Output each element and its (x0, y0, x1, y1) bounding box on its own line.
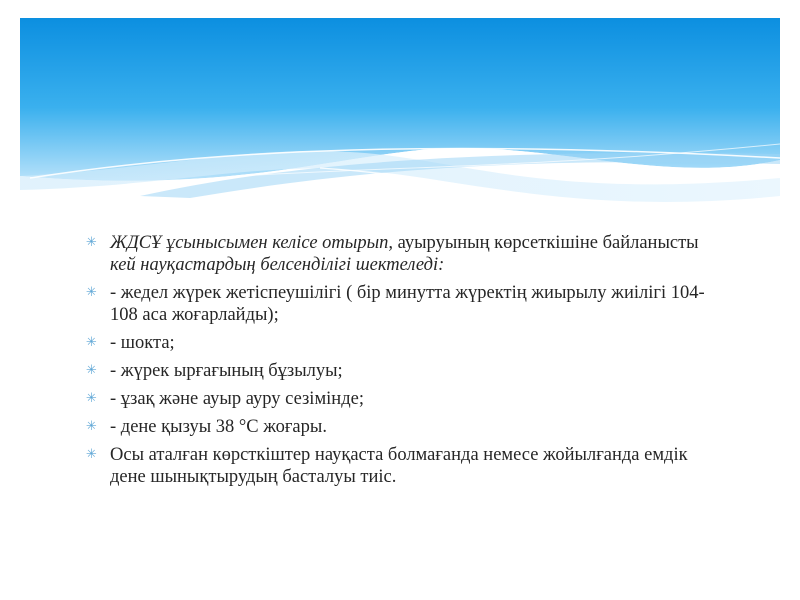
bullet-item (82, 416, 722, 438)
bullet-text-segment: ауыруының көрсеткішіне байланысты (392, 233, 699, 253)
bullet-item (82, 232, 722, 276)
bullet-text-segment: - жедел жүрек жетіспеушілігі ( бір минутта жүректің жиырылу жиілігі 104- 108 аса жоғарлайды); (110, 283, 705, 325)
bullet-item (82, 444, 722, 488)
bullet-text-segment: ЖДСҰ ұсынысымен келісе отырып, (110, 233, 393, 253)
bullet-text-segment: - ұзақ және ауыр ауру сезімінде; (110, 389, 364, 409)
star-bullet-icon: ✳ (86, 285, 97, 300)
star-bullet-icon: ✳ (86, 235, 97, 250)
bullet-text-segment: - дене қызуы 38 °С жоғары. (110, 417, 327, 437)
bullet-item (82, 332, 722, 354)
star-bullet-icon: ✳ (86, 335, 97, 350)
bullet-item (82, 388, 722, 410)
bullet-text-segment: Осы аталған көрсткіштер науқаста болмағанда немесе жойылғанда емдік дене шынықтырудың басталуы тиіс. (110, 445, 688, 487)
star-bullet-icon: ✳ (86, 391, 97, 406)
star-bullet-icon: ✳ (86, 419, 97, 434)
bullet-item (82, 282, 722, 326)
bullet-text-segment: - шокта; (110, 333, 175, 353)
star-bullet-icon: ✳ (86, 363, 97, 378)
bullet-list (82, 232, 722, 488)
bullet-item (82, 360, 722, 382)
slide-content (82, 232, 722, 494)
bullet-text-segment: кей науқастардың белсенділігі шектеледі: (110, 255, 445, 275)
star-bullet-icon: ✳ (86, 447, 97, 462)
wave-header-background (20, 18, 780, 244)
bullet-text-segment: - жүрек ырғағының бұзылуы; (110, 361, 343, 381)
